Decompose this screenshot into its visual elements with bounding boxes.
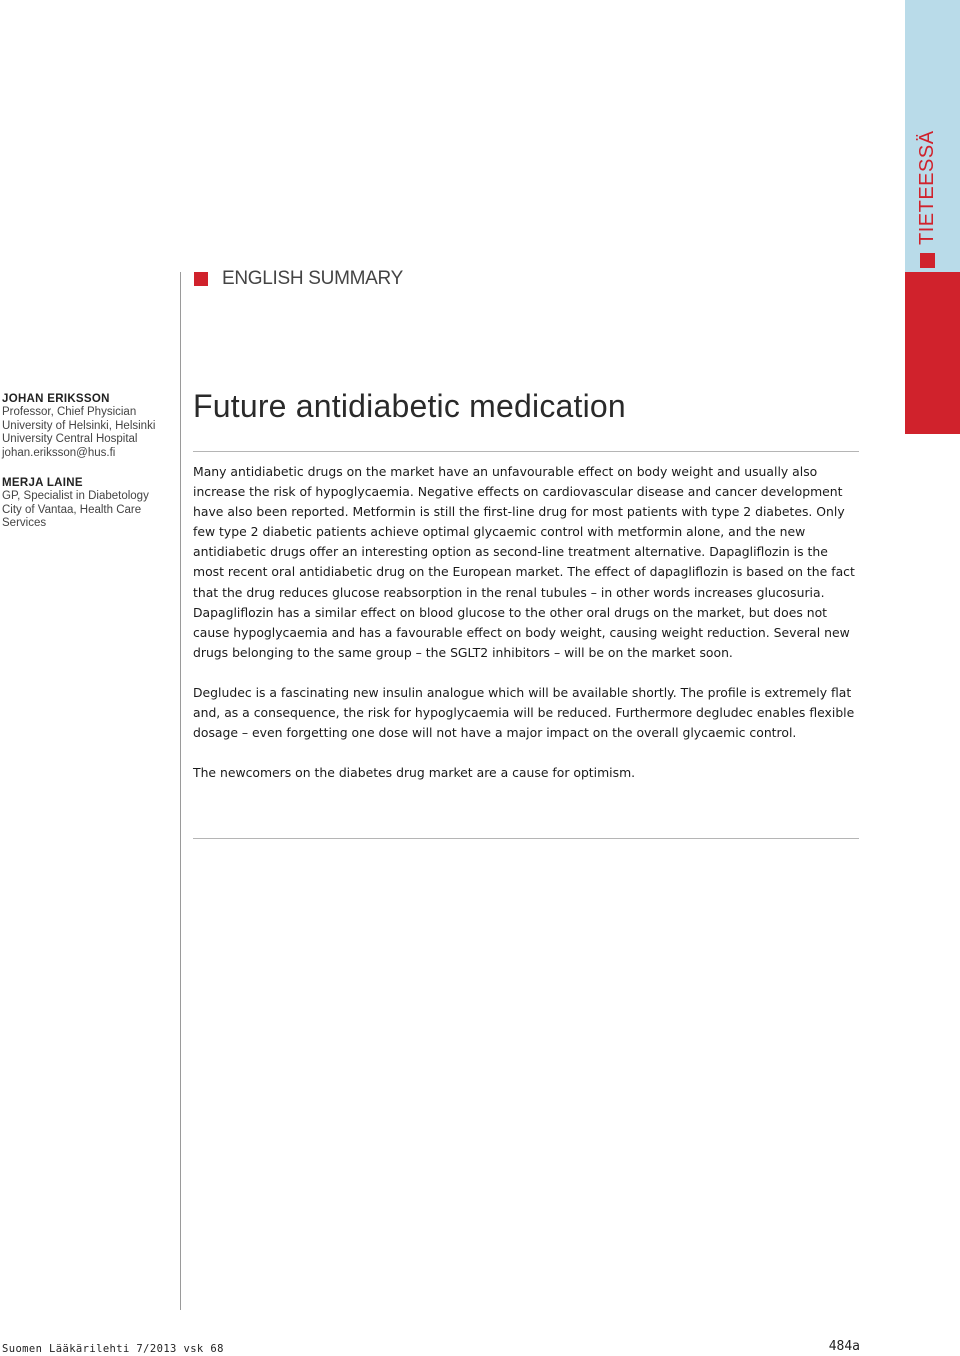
article-title: Future antidiabetic medication	[193, 388, 626, 424]
title-divider	[193, 451, 859, 452]
side-tab-accent-block	[905, 272, 960, 434]
section-label: ENGLISH SUMMARY	[222, 268, 403, 289]
body-paragraph: The newcomers on the diabetes drug market are a cause for optimism.	[193, 765, 636, 781]
side-tab-label: TIETEESSÄ	[915, 130, 938, 245]
section-heading	[194, 268, 403, 290]
column-divider	[180, 272, 181, 1310]
article-body	[193, 462, 861, 804]
author-affiliation: GP, Specialist in Diabetology	[2, 490, 149, 502]
author-affiliation: Services	[2, 517, 47, 529]
author-name: MERJA LAINE	[2, 477, 83, 489]
author-list	[2, 392, 177, 547]
author-block	[2, 476, 177, 531]
body-paragraph: Many antidiabetic drugs on the market have an unfavourable effect on body weight and usually also increase the risk of hypoglycaemia. Negative effects on cardiovascular disease and cancer development have also been reported. Metformin is still the first-line drug for most patients with type 2 diabetes. Only few type 2 diabetic patients achieve optimal glycaemic control with metformin alone, and the new antidiabetic drugs offer an interesting option as second-line treatment alternative. Dapagliflozin is the most recent oral antidiabetic drug on the European market. The effect of dapagliflozin is based on the fact that the drug reduces glucose reabsorption in the renal tubules – in other words increases glucosuria. Dapagliflozin has a similar effect on blood glucose to the other oral drugs on the market, but does not cause hypoglycaemia and has a favourable effect on body weight, causing weight reduction. Several new drugs belonging to the same group – the SGLT2 inhibitors – will be on the market soon.	[193, 464, 855, 660]
journal-citation: Suomen Lääkärilehti 7/2013 vsk 68	[2, 1343, 224, 1355]
side-tab	[913, 28, 941, 268]
body-end-divider	[193, 838, 859, 839]
author-affiliation: University of Helsinki, Helsinki	[2, 419, 156, 432]
author-affiliation: City of Vantaa, Health Care	[2, 503, 142, 516]
body-paragraph: Degludec is a fascinating new insulin analogue which will be available shortly. The profile is extremely flat and, as a consequence, the risk for hypoglycaemia will be reduced. Furthermore degludec enables flexible dosage – even forgetting one dose will not have a major impact on the overall glycaemic control.	[193, 685, 855, 741]
square-bullet-icon	[194, 272, 208, 286]
author-email[interactable]: johan.eriksson@hus.fi	[2, 446, 116, 459]
author-affiliation: Professor, Chief Physician	[2, 406, 137, 418]
square-bullet-icon	[920, 253, 935, 268]
author-block	[2, 392, 177, 460]
author-affiliation: University Central Hospital	[2, 433, 138, 445]
author-name: JOHAN ERIKSSON	[2, 393, 110, 405]
page-number: 484a	[828, 1339, 860, 1354]
